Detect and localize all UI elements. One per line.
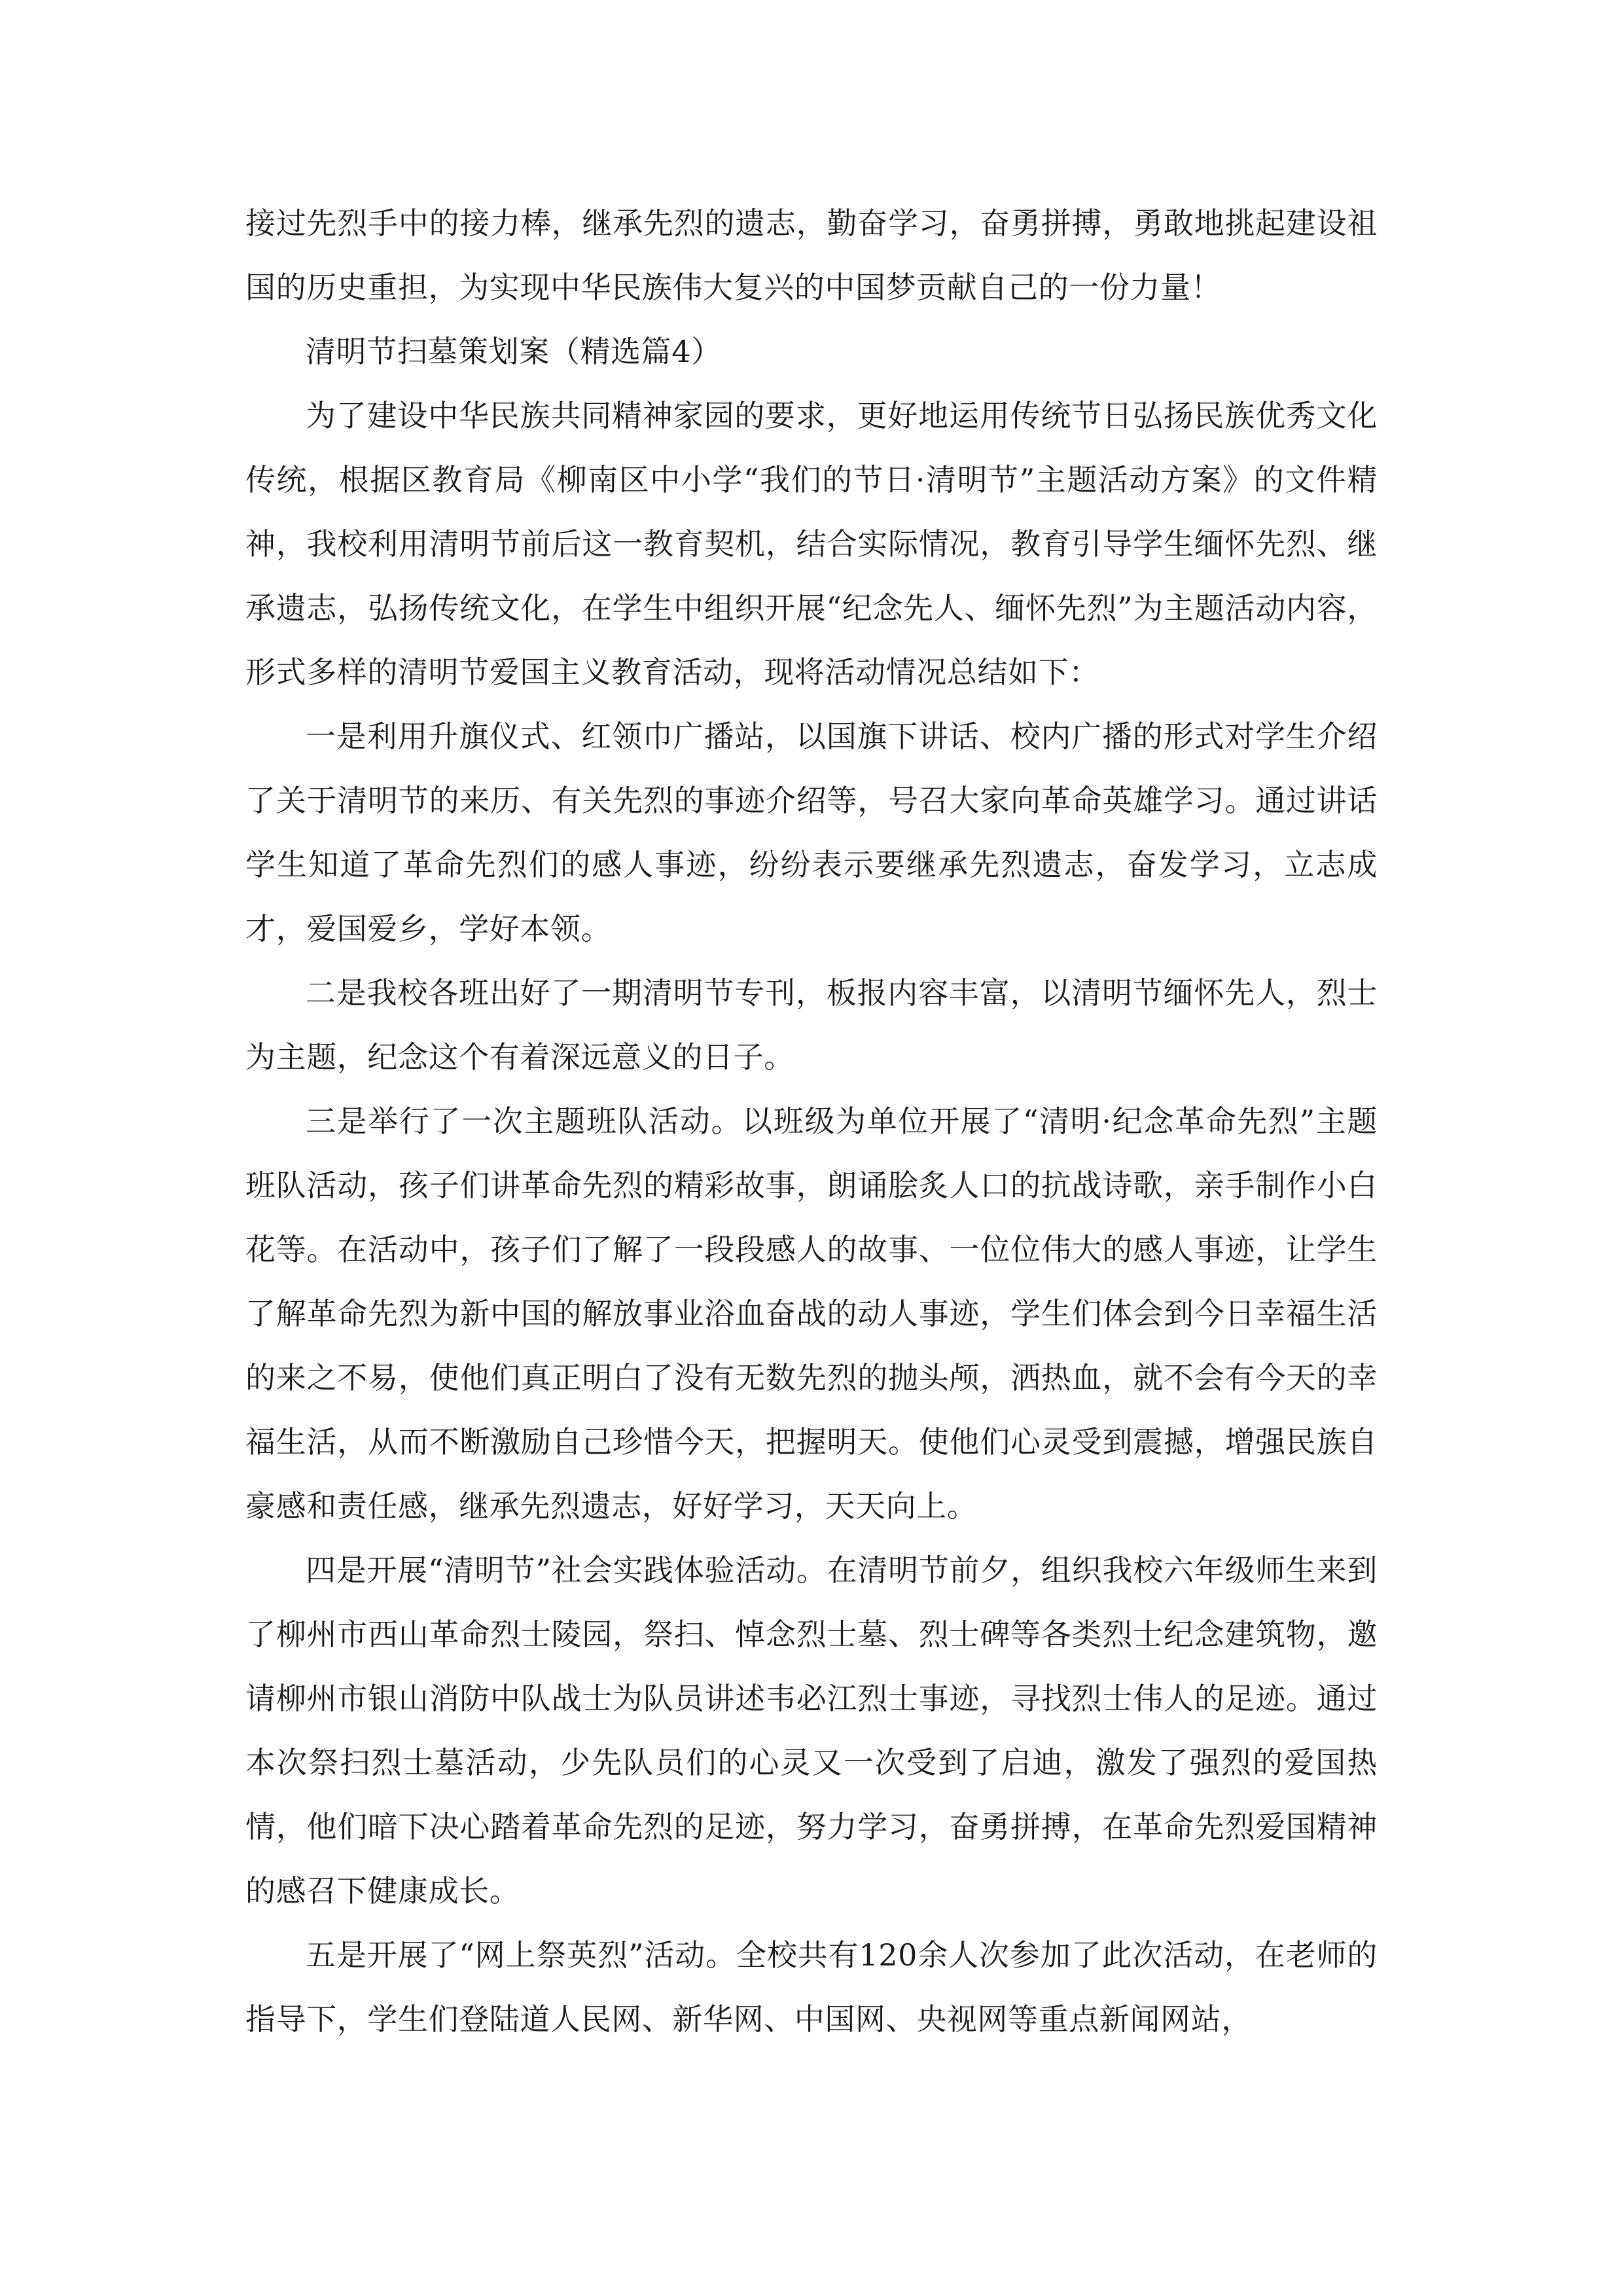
paragraph-item-5: 五是开展了“网上祭英烈”活动。全校共有120余人次参加了此次活动，在老师的指导下，学生们登陆道人民网、新华网、中国网、央视网等重点新闻网站， [245, 1937, 1378, 2037]
document-body [245, 191, 1378, 2051]
paragraph-intro: 为了建设中华民族共同精神家园的要求，更好地运用传统节日弘扬民族优秀文化传统，根据区教育局《柳南区中小学“我们的节日·清明节”主题活动方案》的文件精神，我校利用清明节前后这一教育契机，结合实际情况，教育引导学生缅怀先烈、继承遗志，弘扬传统文化，在学生中组织开展“纪念先人、缅怀先烈”为主题活动内容，形式多样的清明节爱国主义教育活动，现将活动情况总结如下： [245, 398, 1378, 690]
section-heading: 清明节扫墓策划案（精选篇4） [306, 334, 722, 369]
paragraph-item-1: 一是利用升旗仪式、红领巾广播站，以国旗下讲话、校内广播的形式对学生介绍了关于清明节的来历、有关先烈的事迹介绍等，号召大家向革命英雄学习。通过讲话学生知道了革命先烈们的感人事迹，纷纷表示要继承先烈遗志，奋发学习，立志成才，爱国爱乡，学好本领。 [245, 719, 1378, 946]
paragraph-item-3: 三是举行了一次主题班队活动。以班级为单位开展了“清明·纪念革命先烈”主题班队活动，孩子们讲革命先烈的精彩故事，朗诵脍炙人口的抗战诗歌，亲手制作小白花等。在活动中，孩子们了解了一段段感人的故事、一位位伟大的感人事迹，让学生了解革命先烈为新中国的解放事业浴血奋战的动人事迹，学生们体会到今日幸福生活的来之不易，使他们真正明白了没有无数先烈的抛头颅，洒热血，就不会有今天的幸福生活，从而不断激励自己珍惜今天，把握明天。使他们心灵受到震撼，增强民族自豪感和责任感，继承先烈遗志，好好学习，天天向上。 [245, 1103, 1378, 1524]
paragraph-item-2: 二是我校各班出好了一期清明节专刊，板报内容丰富，以清明节缅怀先人，烈士为主题，纪念这个有着深远意义的日子。 [245, 975, 1378, 1075]
paragraph-continuation: 接过先烈手中的接力棒，继承先烈的遗志，勤奋学习，奋勇拼搏，勇敢地挑起建设祖国的历史重担，为实现中华民族伟大复兴的中国梦贡献自己的一份力量！ [245, 206, 1378, 305]
paragraph-item-4: 四是开展“清明节”社会实践体验活动。在清明节前夕，组织我校六年级师生来到了柳州市西山革命烈士陵园，祭扫、悼念烈士墓、烈士碑等各类烈士纪念建筑物，邀请柳州市银山消防中队战士为队员讲述韦必江烈士事迹，寻找烈士伟人的足迹。通过本次祭扫烈士墓活动，少先队员们的心灵又一次受到了启迪，激发了强烈的爱国热情，他们暗下决心踏着革命先烈的足迹，努力学习，奋勇拼搏，在革命先烈爱国精神的感召下健康成长。 [245, 1552, 1378, 1909]
